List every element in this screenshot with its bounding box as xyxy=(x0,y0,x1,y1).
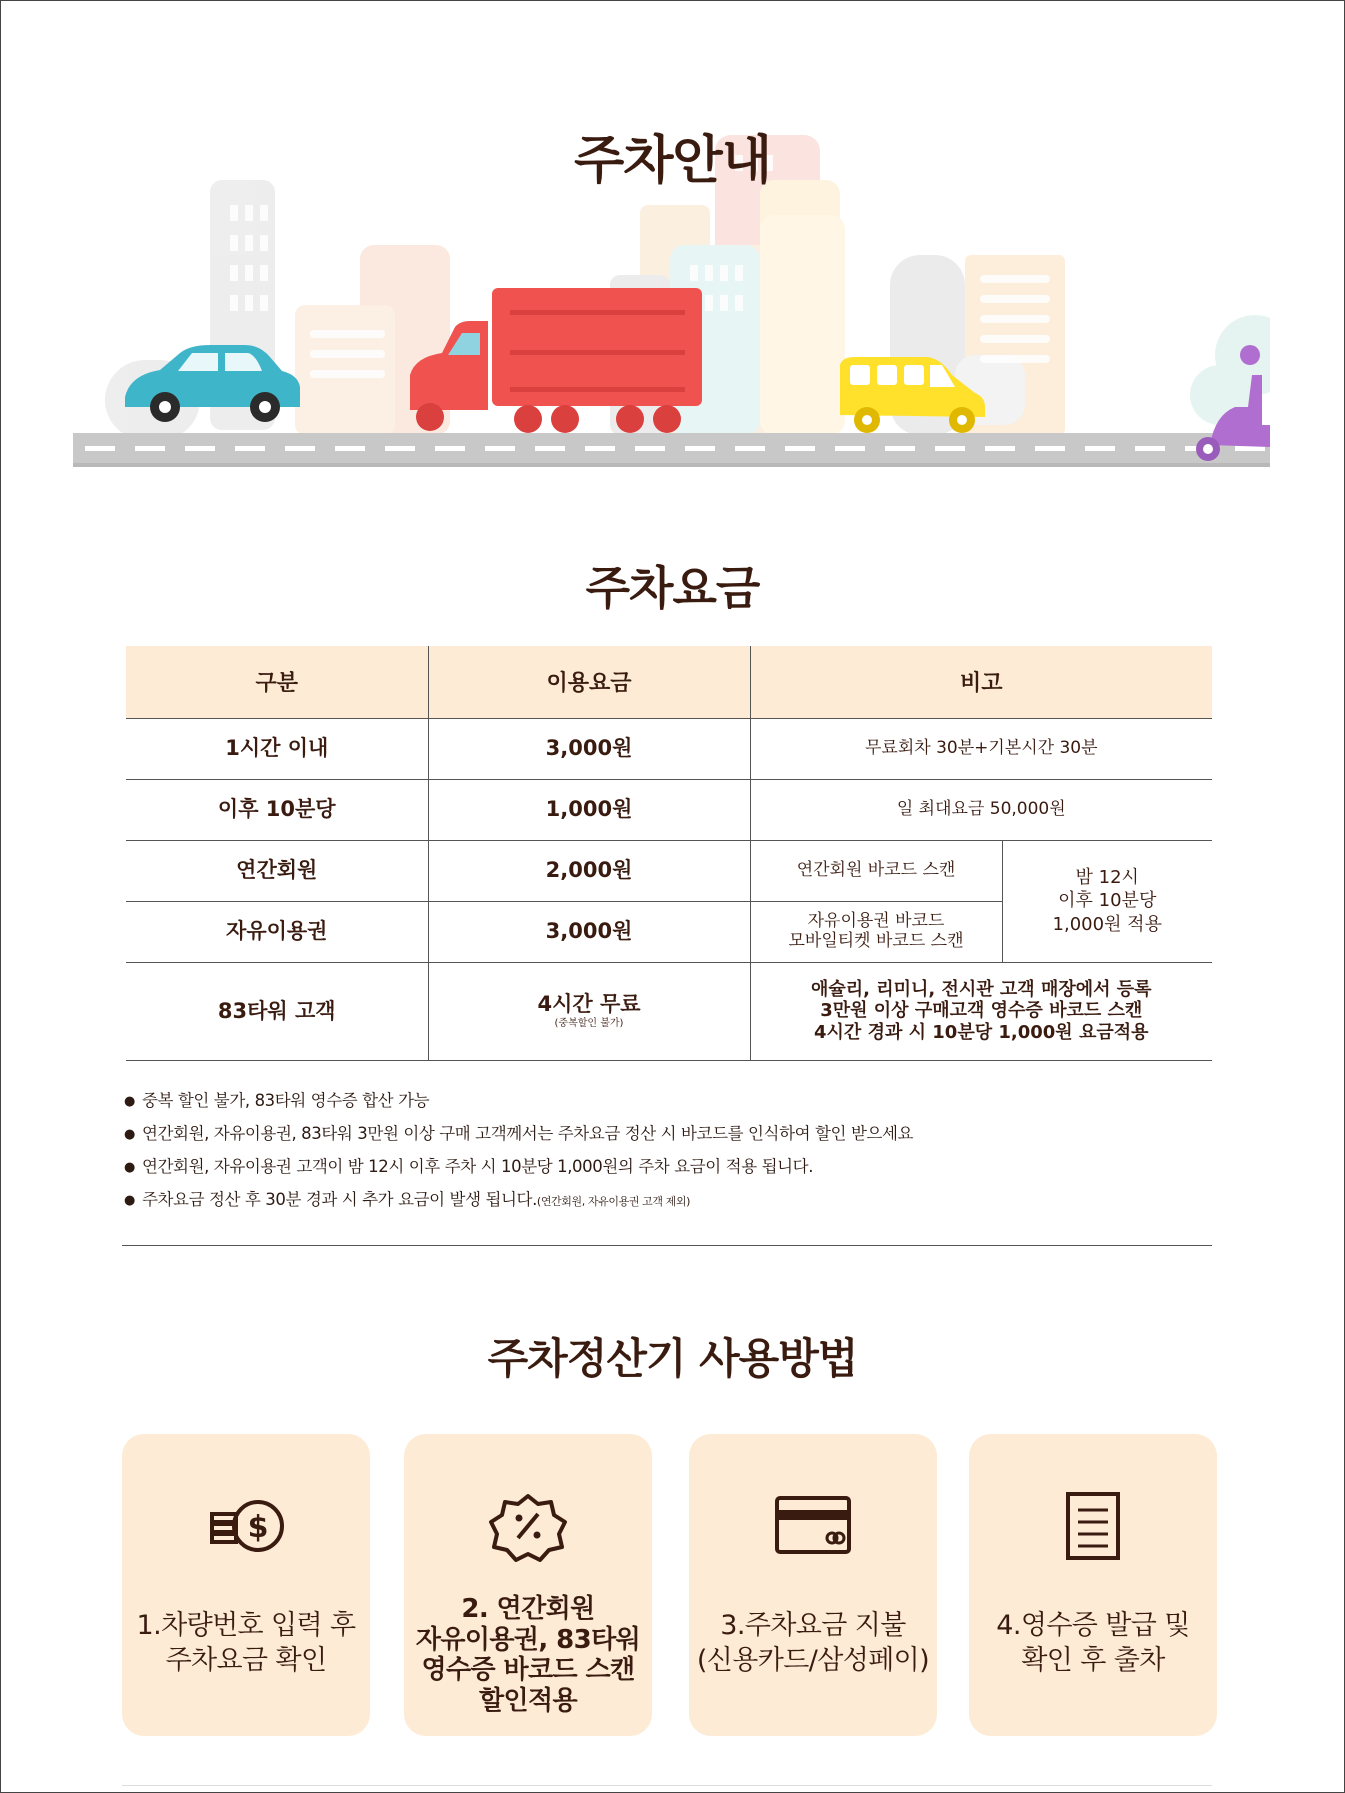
row-fee-sub: (중복할인 불가) xyxy=(554,1018,624,1030)
row-fee: 3,000원 xyxy=(428,718,750,779)
row-note: 일 최대요금 50,000원 xyxy=(750,779,1212,840)
notice-list xyxy=(124,1088,1224,1220)
footer-divider xyxy=(122,1785,1212,1786)
step-label: 1.차량번호 입력 후 주차요금 확인 xyxy=(136,1610,356,1677)
row-category: 자유이용권 xyxy=(126,901,428,962)
row-category: 83타워 고객 xyxy=(126,962,428,1060)
table-row xyxy=(126,718,1212,779)
row-note: 자유이용권 바코드 모바일티켓 바코드 스캔 xyxy=(750,901,1002,962)
table-row xyxy=(126,962,1212,1060)
row-fee: 1,000원 xyxy=(428,779,750,840)
row-note: 애슐리, 리미니, 전시관 고객 매장에서 등록 3만원 이상 구매고객 영수증 바코드 스캔 4시간 경과 시 10분당 1,000원 요금적용 xyxy=(750,962,1212,1060)
notice-small: (연간회원, 자유이용권 고객 제외) xyxy=(536,1195,691,1208)
notice-item: ● 연간회원, 자유이용권 고객이 밤 12시 이후 주차 시 10분당 1,000원의 주차 요금이 적용 됩니다. xyxy=(124,1154,1224,1187)
step-label: 4.영수증 발급 및 확인 후 출차 xyxy=(996,1610,1190,1677)
row-category: 1시간 이내 xyxy=(126,718,428,779)
fees-section-title: 주차요금 xyxy=(585,561,760,615)
night-fee-note: 밤 12시 이후 10분당 1,000원 적용 xyxy=(1002,840,1212,962)
row-fee: 4시간 무료 xyxy=(537,992,641,1017)
step-label: 2. 연간회원 자유이용권, 83타워 영수증 바코드 스캔 할인적용 xyxy=(415,1594,641,1717)
section-divider xyxy=(122,1245,1212,1246)
red-truck xyxy=(410,288,702,433)
svg-text:$: $ xyxy=(247,1510,269,1545)
row-note: 연간회원 바코드 스캔 xyxy=(750,840,1002,901)
row-fee: 3,000원 xyxy=(428,901,750,962)
machine-section-title: 주차정산기 사용방법 xyxy=(487,1334,858,1383)
credit-card-icon xyxy=(689,1490,937,1562)
row-fee: 2,000원 xyxy=(428,840,750,901)
header-fee: 이용요금 xyxy=(428,646,750,718)
header-category: 구분 xyxy=(126,646,428,718)
step-card xyxy=(122,1434,370,1736)
row-category: 연간회원 xyxy=(126,840,428,901)
step-label: 3.주차요금 지불 (신용카드/삼성페이) xyxy=(696,1610,930,1677)
discount-badge-icon xyxy=(404,1490,652,1562)
row-note: 무료회차 30분+기본시간 30분 xyxy=(750,718,1212,779)
row-fee-cell xyxy=(428,962,750,1060)
fee-table xyxy=(126,646,1212,1061)
page-title: 주차안내 xyxy=(574,131,771,191)
table-row xyxy=(126,840,1212,901)
row-category: 이후 10분당 xyxy=(126,779,428,840)
step-card xyxy=(404,1434,652,1736)
step-card xyxy=(969,1434,1217,1736)
steps-row xyxy=(122,1434,1217,1736)
notice-item xyxy=(124,1187,1224,1220)
road xyxy=(73,433,1270,467)
table-row xyxy=(126,779,1212,840)
notice-text: 주차요금 정산 후 30분 경과 시 추가 요금이 발생 됩니다. xyxy=(141,1190,537,1209)
money-icon xyxy=(122,1490,370,1562)
notice-item: ● 연간회원, 자유이용권, 83타워 3만원 이상 구매 고객께서는 주차요금 정산 시 바코드를 인식하여 할인 받으세요 xyxy=(124,1121,1224,1154)
fee-table-header xyxy=(126,646,1212,718)
step-card xyxy=(689,1434,937,1736)
header-note: 비고 xyxy=(750,646,1212,718)
notice-item: ● 중복 할인 불가, 83타워 영수증 합산 가능 xyxy=(124,1088,1224,1121)
receipt-icon xyxy=(969,1490,1217,1562)
